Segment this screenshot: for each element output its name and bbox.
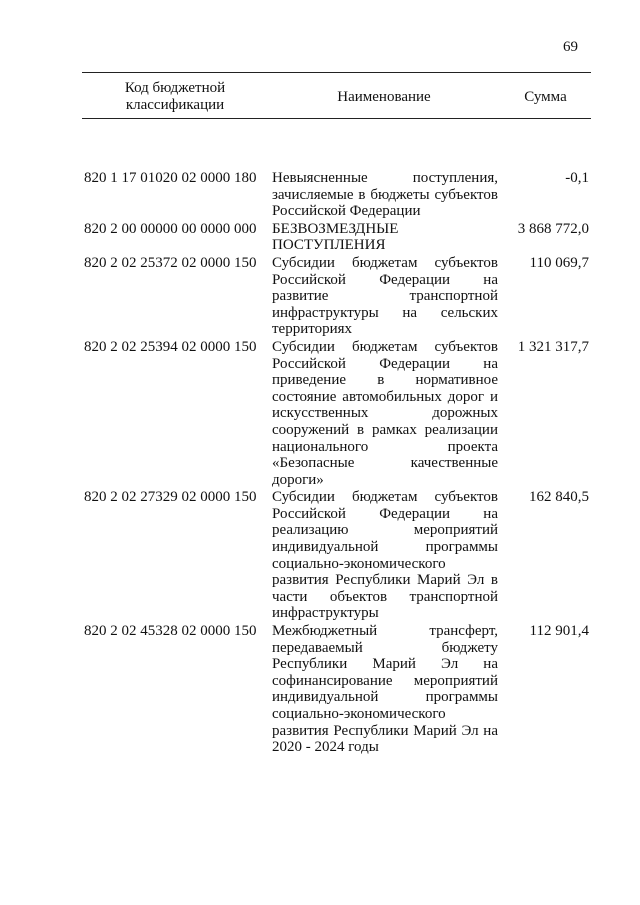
row-name: БЕЗВОЗМЕЗДНЫЕ ПОСТУПЛЕНИЯ xyxy=(272,220,399,254)
row-name: Субсидии бюджетам субъектов Российской Федерации на реализацию мероприятий индивидуальной программы социально-экономического развития Республики Марий Эл в части объектов транспортной инфраструктуры xyxy=(272,489,498,622)
table-row xyxy=(82,623,591,757)
budget-table xyxy=(82,72,591,757)
row-name: Межбюджетный трансферт, передаваемый бюджету Республики Марий Эл на софинансирование мероприятий индивидуальной программы социально-экономического развития Республики Марий Эл на 2020 - 2024 годы xyxy=(272,623,498,756)
header-sum: Сумма xyxy=(500,73,591,119)
row-code: 820 2 02 45328 02 0000 150 xyxy=(84,623,257,640)
row-name: Невыясненные поступления, зачисляемые в бюджеты субъектов Российской Федерации xyxy=(272,170,498,220)
row-sum: 3 868 772,0 xyxy=(517,220,589,237)
header-name: Наименование xyxy=(268,73,500,119)
page-number: 69 xyxy=(563,39,578,55)
row-sum: 162 840,5 xyxy=(529,489,589,506)
row-sum: 110 069,7 xyxy=(529,254,589,271)
table-row xyxy=(82,255,591,339)
table-row xyxy=(82,170,591,221)
row-name: Субсидии бюджетам субъектов Российской Федерации на приведение в нормативное состояние автомобильных дорог и искусственных дорожных сооружений в рамках реализации национального проекта «Безопасные качественные дороги» xyxy=(272,338,498,488)
header-row xyxy=(82,73,591,119)
row-sum: 1 321 317,7 xyxy=(517,338,589,355)
row-code: 820 2 02 25394 02 0000 150 xyxy=(84,338,257,355)
table-row xyxy=(82,489,591,623)
table-header xyxy=(82,73,591,119)
row-name: Субсидии бюджетам субъектов Российской Федерации на развитие транспортной инфраструктуры на сельских территориях xyxy=(272,254,498,338)
row-sum: -0,1 xyxy=(565,170,589,186)
table-body xyxy=(82,119,591,757)
row-sum: 112 901,4 xyxy=(529,623,589,640)
row-code: 820 2 00 00000 00 0000 000 xyxy=(84,220,257,237)
row-code: 820 2 02 25372 02 0000 150 xyxy=(84,254,257,271)
table-row xyxy=(82,221,591,255)
header-code: Код бюджетной классификации xyxy=(82,73,268,119)
budget-classification-table xyxy=(82,72,591,757)
row-code: 820 1 17 01020 02 0000 180 xyxy=(84,170,257,186)
row-code: 820 2 02 27329 02 0000 150 xyxy=(84,489,257,506)
table-row xyxy=(82,339,591,489)
header-spacer xyxy=(82,119,591,171)
